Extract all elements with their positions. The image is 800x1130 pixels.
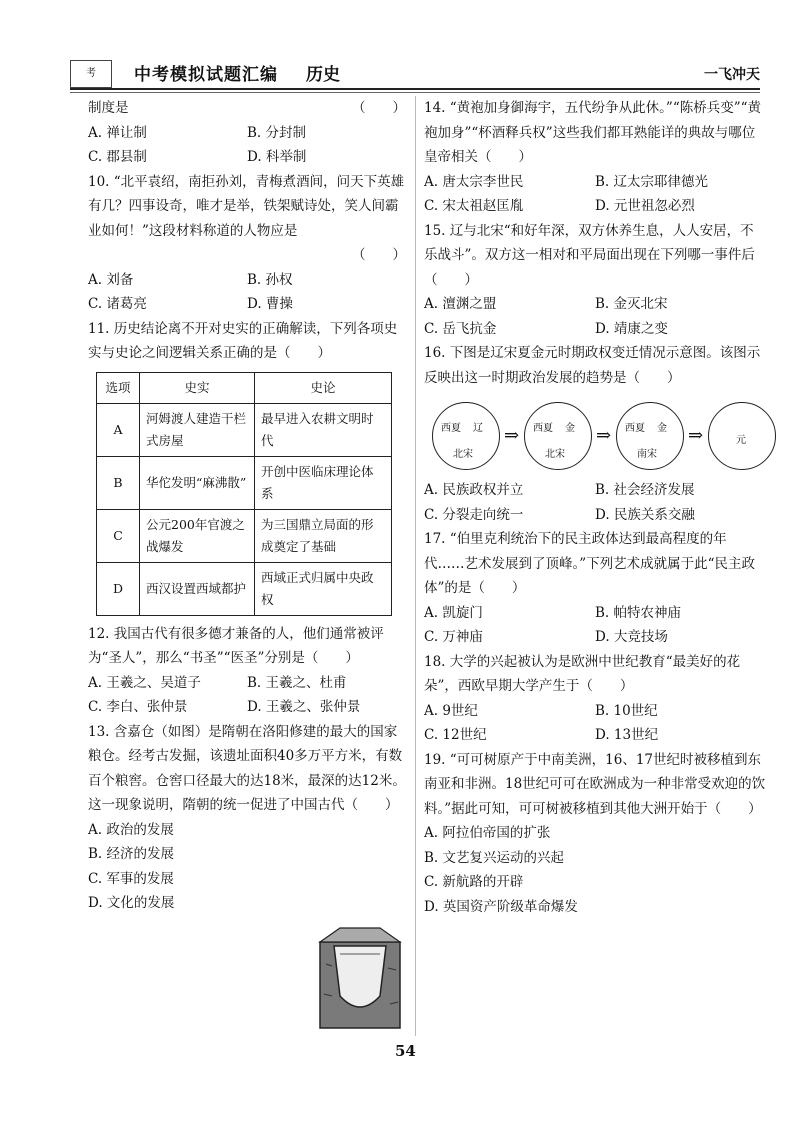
table-cell: C bbox=[97, 509, 140, 562]
circle-label: 金 bbox=[657, 423, 667, 434]
option-d: D. 文化的发展 bbox=[88, 895, 175, 911]
option-c: C. 新航路的开辟 bbox=[424, 874, 524, 890]
question-stem: 17. “伯里克利统治下的民主政体达到最高程度的年代……艺术发展到了顶峰。”下列艺术成就属于此“民主政体”的是 bbox=[424, 531, 756, 596]
question-13 bbox=[88, 720, 406, 916]
header-brand: 一飞冲天 bbox=[704, 67, 760, 83]
option-d: D. 大竞技场 bbox=[595, 629, 668, 645]
option-c: C. 李白、张仲景 bbox=[88, 699, 188, 715]
question-stem: 12. 我国古代有很多德才兼备的人，他们通常被评为“圣人”，那么“书圣”“医圣”分别是 bbox=[88, 625, 384, 666]
table-row bbox=[97, 403, 392, 456]
option-a: A. 9世纪 bbox=[424, 702, 478, 719]
header-title: 中考模拟试题汇编 bbox=[134, 65, 278, 85]
circle-label: 北宋 bbox=[453, 449, 473, 460]
question-stem: 19. “可可树原产于中南美洲，16、17世纪时被移植到东南亚和非洲。18世纪可可在欧洲成为一种非常受欢迎的饮料。”据此可知，可可树被移植到其他大洲开始于 bbox=[424, 751, 766, 817]
page-header bbox=[70, 58, 760, 88]
table-header-row bbox=[97, 372, 392, 403]
circle-song-jin-xia bbox=[524, 402, 592, 470]
option-a: A. 阿拉伯帝国的扩张 bbox=[424, 825, 551, 841]
answer-bracket: （ ） bbox=[304, 650, 359, 666]
option-d: D. 民族关系交融 bbox=[595, 506, 695, 523]
table-cell: A bbox=[97, 403, 140, 456]
question-stem: 16. 下图是辽宋夏金元时期政权变迁情况示意图。该图示反映出这一时期政治发展的趋势是 bbox=[424, 345, 761, 386]
answer-bracket: （ ） bbox=[626, 369, 681, 386]
option-c: C. 岳飞抗金 bbox=[424, 320, 497, 337]
question-16 bbox=[424, 341, 766, 527]
answer-bracket: （ ） bbox=[424, 271, 478, 288]
header-rule bbox=[70, 88, 760, 90]
answer-bracket: （ ） bbox=[277, 345, 331, 361]
option-c: C. 万神庙 bbox=[424, 629, 483, 645]
option-a: A. 澶渊之盟 bbox=[424, 296, 497, 312]
option-d: D. 元世祖忽必烈 bbox=[595, 198, 695, 214]
option-b: B. 经济的发展 bbox=[88, 846, 175, 862]
question-stem: 13. 含嘉仓（如图）是隋朝在洛阳修建的最大的国家粮仓。经考古发掘，该遗址面积40多万平方米，有数百个粮窖。仓窖口径最大的达18米，最深的达12米。这一现象说明，隋朝的统一促进了中国古代 bbox=[88, 723, 406, 813]
circle-yuan bbox=[708, 402, 776, 470]
option-b: B. 金灭北宋 bbox=[595, 296, 668, 312]
option-a: A. 政治的发展 bbox=[88, 821, 174, 838]
table-cell: B bbox=[97, 456, 140, 509]
option-a: A. 唐太宗李世民 bbox=[424, 173, 524, 190]
option-a: A. 民族政权并立 bbox=[424, 482, 524, 498]
column-divider bbox=[415, 96, 416, 1036]
option-c: C. 军事的发展 bbox=[88, 870, 174, 887]
table-cell: 华佗发明“麻沸散” bbox=[140, 456, 255, 509]
granary-illustration bbox=[316, 924, 404, 1032]
regime-change-diagram bbox=[424, 396, 766, 474]
question-stem: 10. “北平袁绍，南拒孙刘，青梅煮酒间，问天下英雄有几？四事设奇，唯才是举，铁架赋诗处，笑人间霸业如何！”这段材料称道的人物应是 bbox=[88, 173, 405, 239]
question-17 bbox=[424, 527, 766, 650]
option-b: B. 社会经济发展 bbox=[595, 482, 695, 498]
option-a: A. 凯旋门 bbox=[424, 604, 483, 621]
answer-bracket: （ ） bbox=[579, 678, 634, 694]
option-c: C. 分裂走向统一 bbox=[424, 506, 524, 523]
question-10 bbox=[88, 170, 406, 317]
table-cell: 西域正式归属中央政权 bbox=[255, 562, 392, 615]
option-b: B. 王羲之、杜甫 bbox=[247, 674, 347, 691]
option-d: D. 13世纪 bbox=[595, 727, 659, 743]
circle-label: 西夏 bbox=[533, 423, 553, 434]
arrow-icon: ⇒ bbox=[688, 425, 704, 446]
circle-label: 西夏 bbox=[625, 423, 645, 434]
table-row bbox=[97, 456, 392, 509]
circle-label: 西夏 bbox=[441, 423, 461, 434]
answer-bracket: （ ） bbox=[478, 149, 532, 165]
table-cell: 公元200年官渡之战爆发 bbox=[140, 509, 255, 562]
option-a: A. 禅让制 bbox=[88, 124, 147, 141]
table-header: 史论 bbox=[255, 372, 392, 403]
question-stem: 18. 大学的兴起被认为是欧洲中世纪教育“最美好的花朵”，西欧早期大学产生于 bbox=[424, 653, 741, 694]
answer-bracket: （ ） bbox=[344, 797, 399, 813]
question-stem: 制度是 bbox=[88, 100, 129, 116]
circle-label: 北宋 bbox=[545, 449, 565, 460]
option-c: C. 12世纪 bbox=[424, 727, 487, 743]
option-d: D. 王羲之、张仲景 bbox=[247, 699, 361, 715]
option-b: B. 分封制 bbox=[247, 124, 307, 141]
question-12 bbox=[88, 622, 406, 720]
answer-bracket: （ ） bbox=[352, 100, 406, 116]
right-column bbox=[424, 96, 766, 919]
answer-bracket: （ ） bbox=[707, 800, 762, 817]
arrow-icon: ⇒ bbox=[596, 425, 612, 446]
question-9 bbox=[88, 96, 406, 170]
question-19 bbox=[424, 748, 766, 920]
option-a: A. 刘备 bbox=[88, 271, 134, 288]
table-cell: 开创中医临床理论体系 bbox=[255, 456, 392, 509]
option-b: B. 辽太宗耶律德光 bbox=[595, 173, 709, 190]
circle-song-liao-xia bbox=[432, 402, 500, 470]
option-d: D. 科举制 bbox=[247, 149, 307, 165]
arrow-icon: ⇒ bbox=[504, 425, 520, 446]
circle-label: 南宋 bbox=[637, 449, 657, 460]
table-header: 史实 bbox=[140, 372, 255, 403]
option-d: D. 靖康之变 bbox=[595, 320, 668, 337]
option-b: B. 10世纪 bbox=[595, 702, 658, 719]
table-header: 选项 bbox=[97, 372, 140, 403]
left-column bbox=[88, 96, 406, 916]
option-b: B. 文艺复兴运动的兴起 bbox=[424, 849, 565, 866]
question-stem: 14. “黄袍加身御海宇，五代纷争从此休。”“陈桥兵变”“黄袍加身”“杯酒释兵权”这些我们都耳熟能详的典故与哪位皇帝相关 bbox=[424, 100, 762, 165]
table-row bbox=[97, 509, 392, 562]
option-d: D. 曹操 bbox=[247, 296, 293, 312]
circle-label: 金 bbox=[565, 423, 575, 434]
question-stem: 15. 辽与北宋“和好年深，双方休养生息，人人安居，不乐战斗”。双方这一相对和平局面出现在下列哪一事件后 bbox=[424, 222, 755, 263]
option-d: D. 英国资产阶级革命爆发 bbox=[424, 898, 578, 915]
header-subject: 历史 bbox=[306, 65, 340, 85]
option-c: C. 宋太祖赵匡胤 bbox=[424, 198, 524, 214]
option-a: A. 王羲之、吴道子 bbox=[88, 674, 201, 691]
option-b: B. 帕特农神庙 bbox=[595, 604, 682, 621]
table-cell: 西汉设置西域都护 bbox=[140, 562, 255, 615]
table-cell: D bbox=[97, 562, 140, 615]
answer-bracket: （ ） bbox=[471, 580, 526, 596]
header-logo: 考 bbox=[70, 60, 112, 88]
circle-nansong-jin-xia bbox=[616, 402, 684, 470]
question-15 bbox=[424, 219, 766, 342]
table-cell: 最早进入农耕文明时代 bbox=[255, 403, 392, 456]
answer-bracket: （ ） bbox=[352, 247, 406, 263]
question-14 bbox=[424, 96, 766, 219]
circle-label: 辽 bbox=[473, 423, 483, 434]
option-c: C. 郡县制 bbox=[88, 149, 147, 165]
question-stem: 11. 历史结论离不开对史实的正确解读，下列各项史实与史论之间逻辑关系正确的是 bbox=[88, 320, 398, 361]
history-table bbox=[96, 372, 392, 616]
table-row bbox=[97, 562, 392, 615]
circle-label: 元 bbox=[736, 435, 746, 446]
question-18 bbox=[424, 650, 766, 748]
table-cell: 为三国鼎立局面的形成奠定了基础 bbox=[255, 509, 392, 562]
option-c: C. 诸葛亮 bbox=[88, 296, 147, 312]
page-number: 54 bbox=[395, 1042, 416, 1060]
question-11 bbox=[88, 317, 406, 616]
option-b: B. 孙权 bbox=[247, 271, 293, 288]
header-rule-thin bbox=[70, 92, 760, 93]
table-cell: 河姆渡人建造干栏式房屋 bbox=[140, 403, 255, 456]
